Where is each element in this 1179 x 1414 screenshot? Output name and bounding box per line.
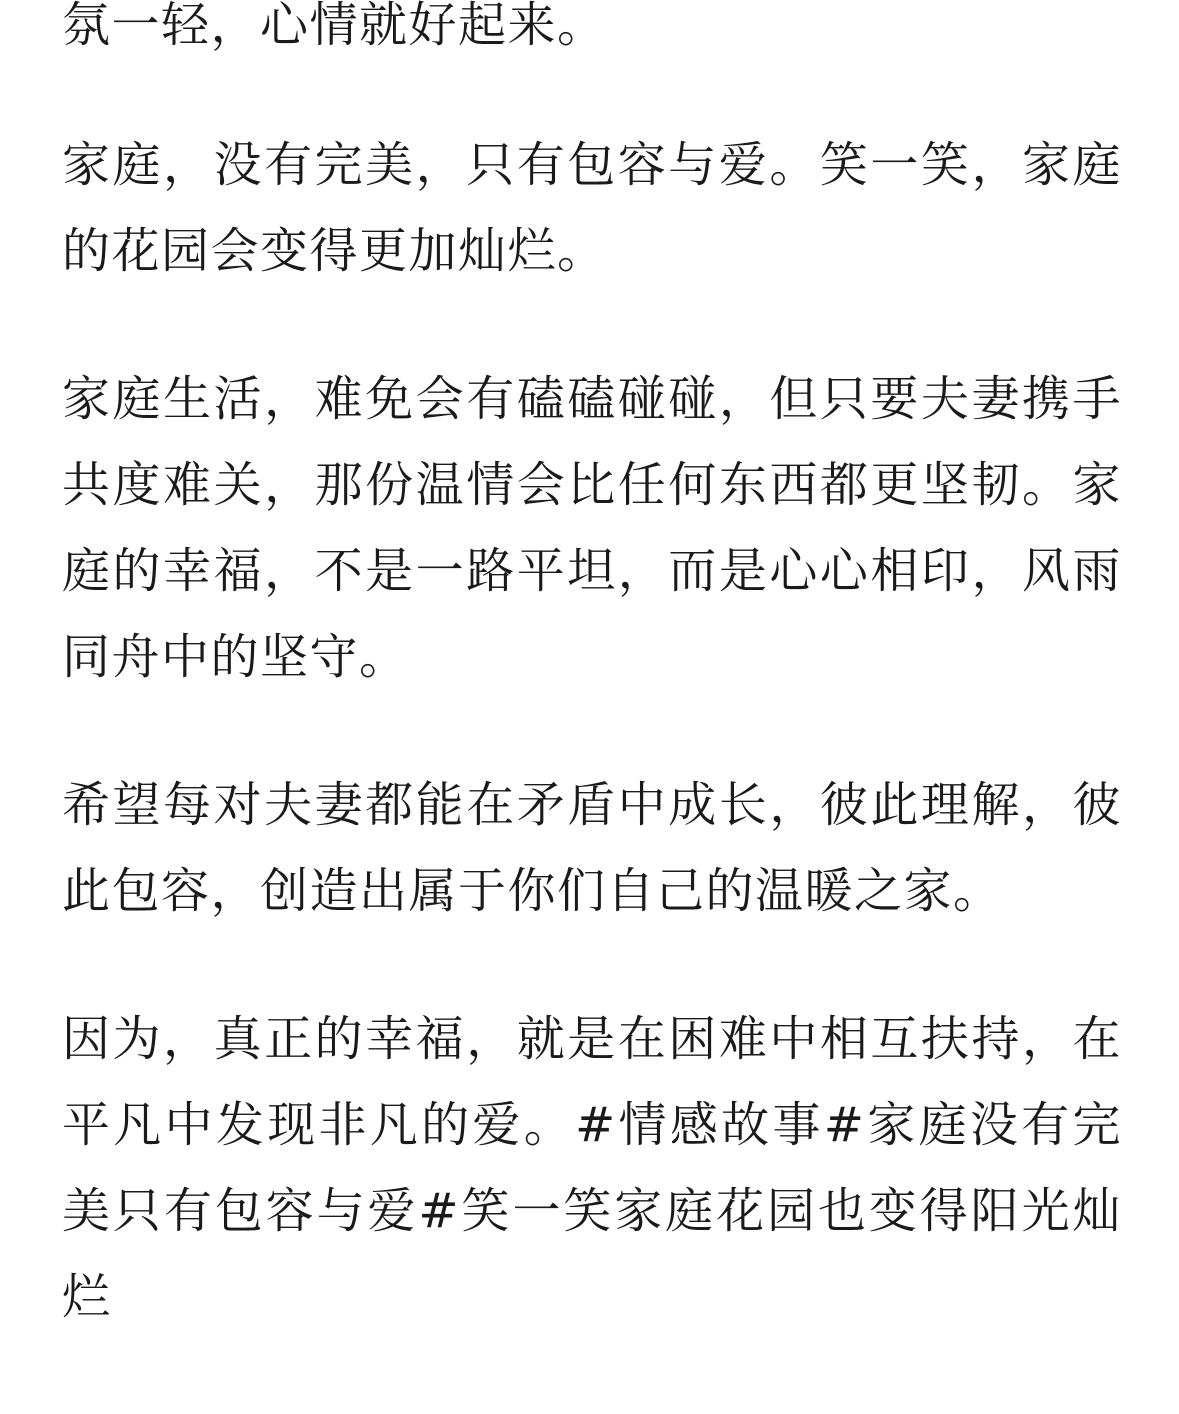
paragraph-4: 希望每对夫妻都能在矛盾中成长，彼此理解，彼此包容，创造出属于你们自己的温暖之家。 bbox=[62, 777, 1122, 919]
paragraph-5: 因为，真正的幸福，就是在困难中相互扶持，在平凡中发现非凡的爱。#情感故事#家庭没有完美只有包容与爱#笑一笑家庭花园也变得阳光灿烂 bbox=[62, 1011, 1122, 1325]
paragraph-2: 家庭，没有完美，只有包容与爱。笑一笑，家庭的花园会变得更加灿烂。 bbox=[62, 137, 1122, 279]
paragraph-1: 氛一轻，心情就好起来。 bbox=[62, 0, 607, 53]
article-body bbox=[62, 0, 1122, 1402]
paragraph-3: 家庭生活，难免会有磕磕碰碰，但只要夫妻携手共度难关，那份温情会比任何东西都更坚韧。家庭的幸福，不是一路平坦，而是心心相印，风雨同舟中的坚守。 bbox=[62, 371, 1122, 685]
